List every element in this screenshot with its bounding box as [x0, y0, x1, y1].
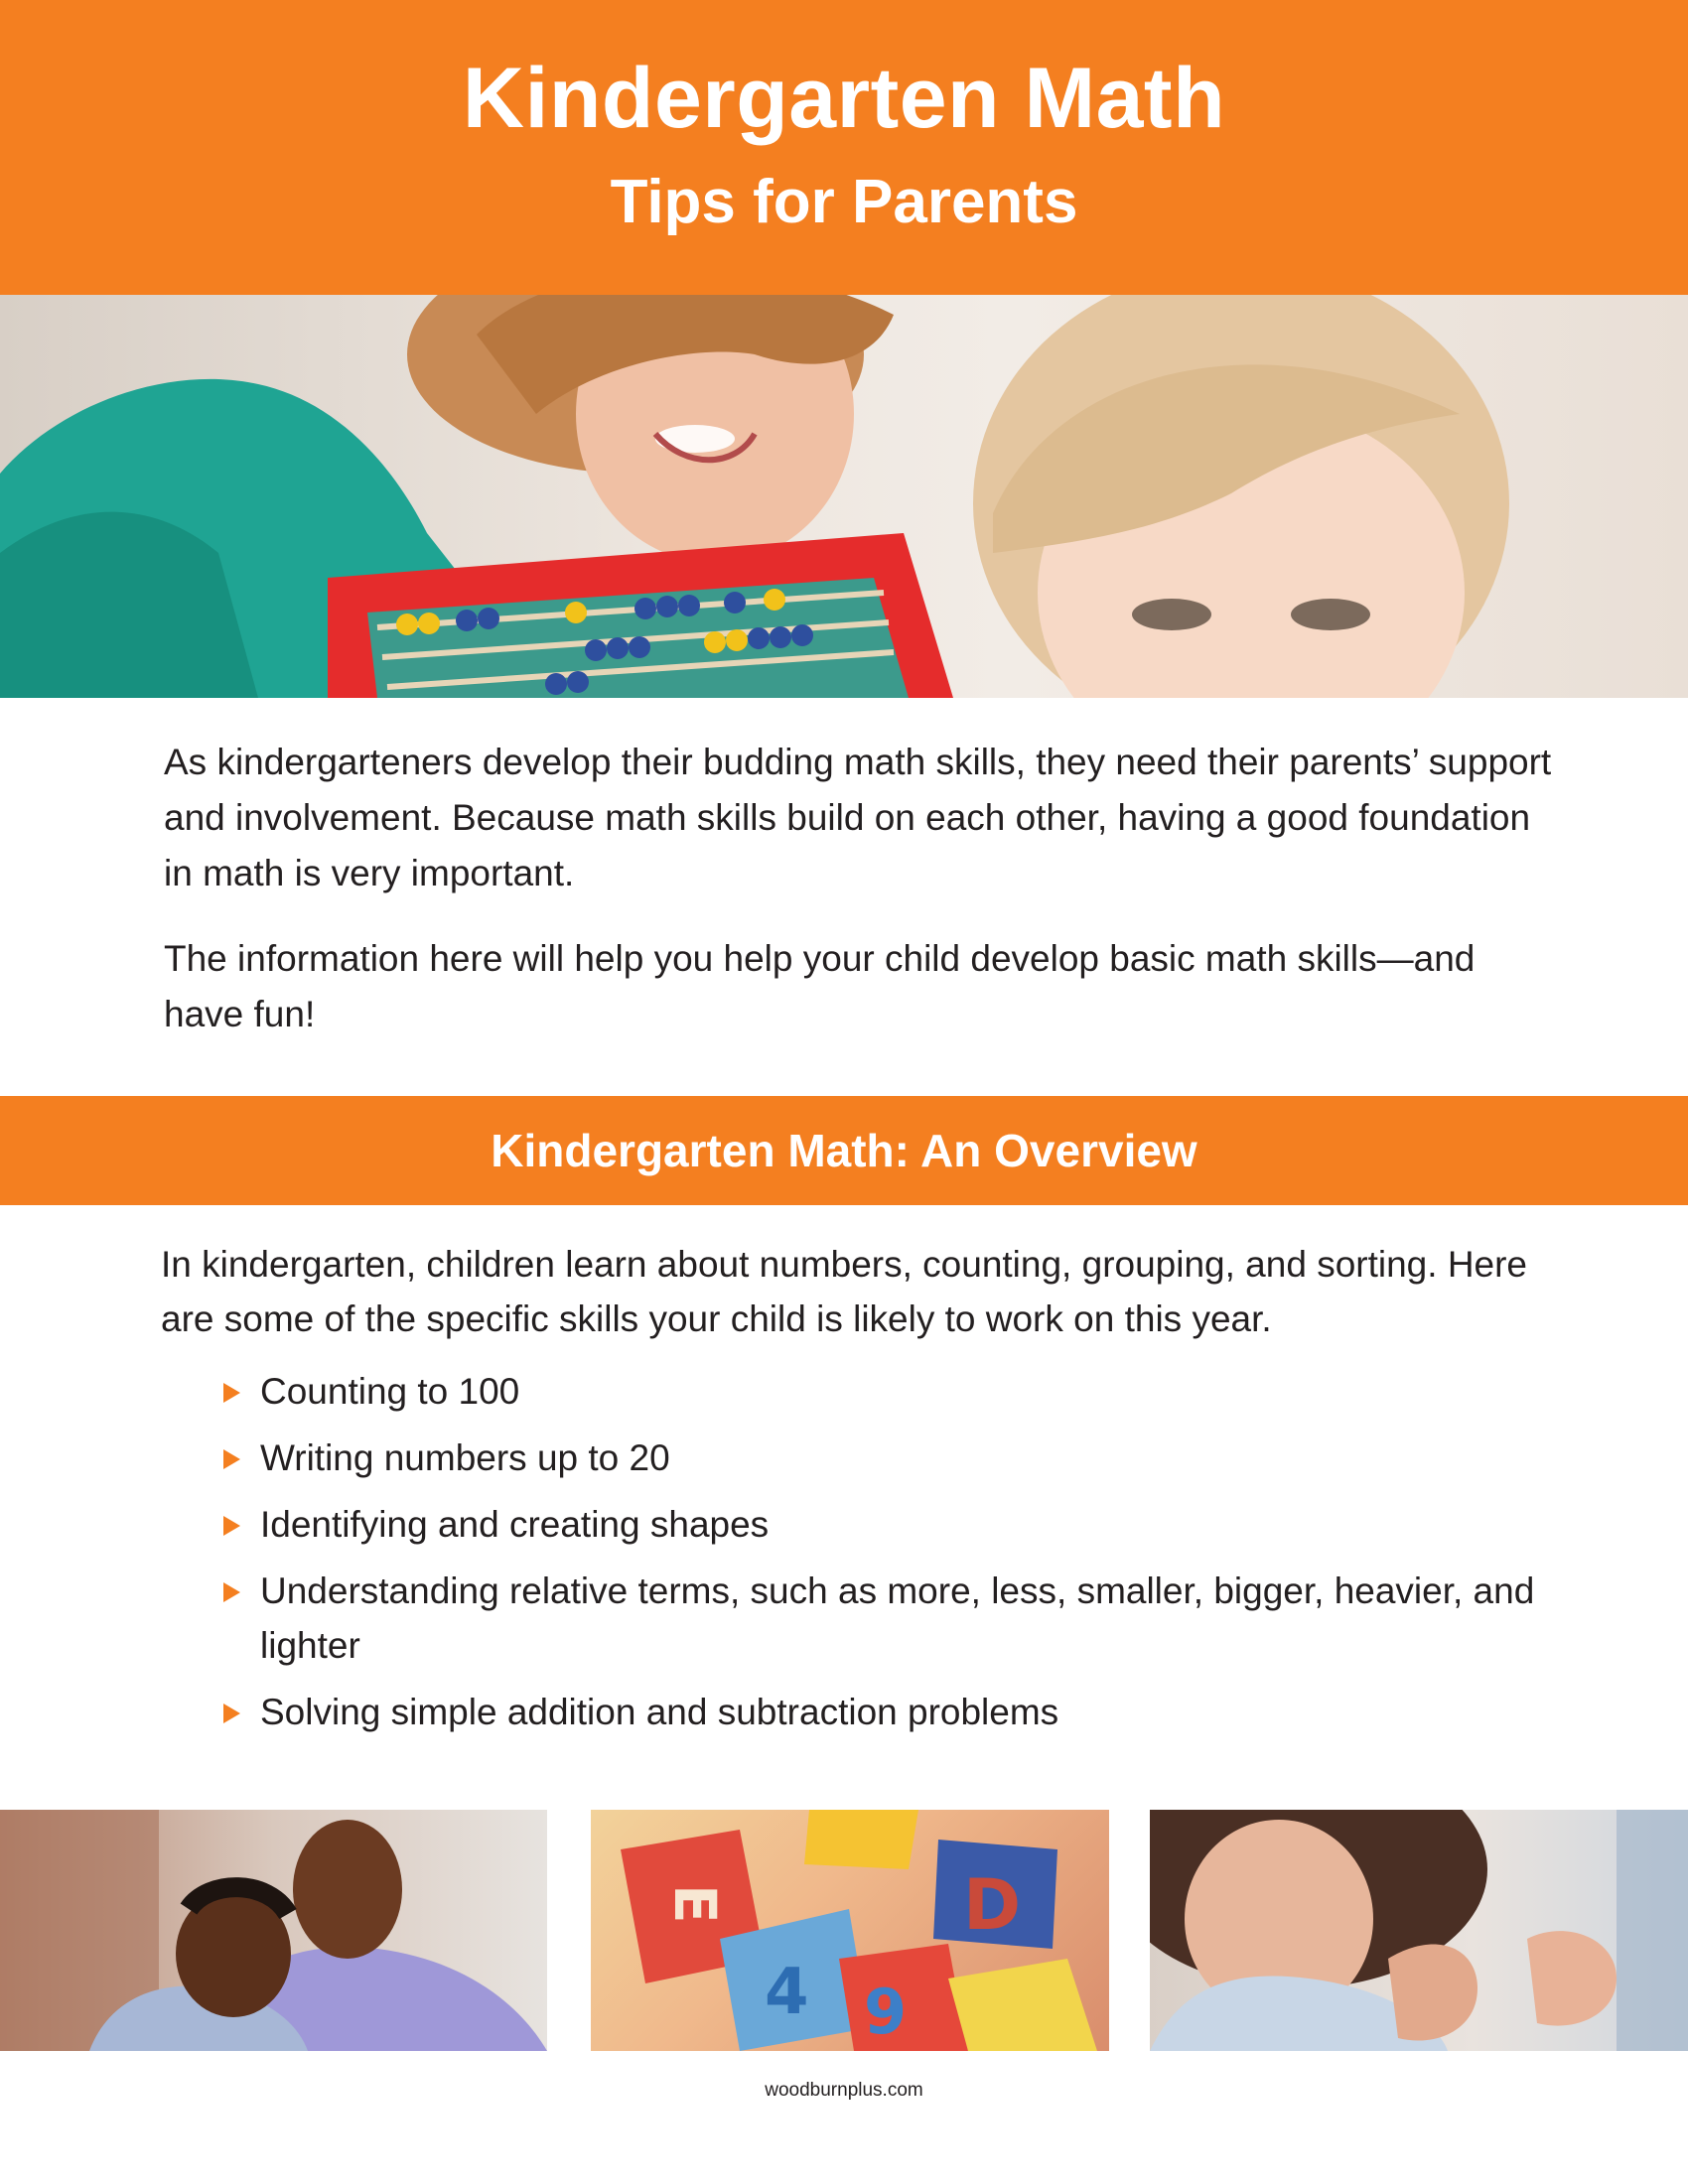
bullet-triangle-icon	[223, 1383, 240, 1403]
intro-paragraph-1: As kindergarteners develop their budding math skills, they need their parents’ support and involvement. Because math skills build on each other, having a good foundation in math is very important.	[164, 742, 1552, 893]
photo-father-son	[0, 1810, 547, 2051]
title-banner	[0, 0, 1688, 295]
list-item-text: Writing numbers up to 20	[260, 1437, 670, 1478]
photo-number-blocks-illustration	[591, 1810, 1109, 2051]
photo-girl-illustration	[1150, 1810, 1688, 2051]
photo-girl-counting-fingers	[1150, 1810, 1688, 2051]
photo-number-blocks	[591, 1810, 1109, 2051]
list-item-text: Identifying and creating shapes	[260, 1504, 770, 1545]
block-letter-d: D	[963, 1864, 1022, 1946]
page-title: Kindergarten Math	[462, 51, 1226, 146]
bullet-triangle-icon	[223, 1449, 240, 1469]
bullet-triangle-icon	[223, 1516, 240, 1536]
list-item-text: Solving simple addition and subtraction problems	[260, 1692, 1059, 1732]
hero-illustration	[0, 295, 1688, 698]
list-item	[260, 1364, 1571, 1419]
list-item-text: Counting to 100	[260, 1371, 520, 1412]
hero-image-mother-child-abacus	[0, 295, 1688, 698]
skills-list	[161, 1364, 1571, 1739]
list-item-text: Understanding relative terms, such as more, less, smaller, bigger, heavier, and lighter	[260, 1570, 1535, 1666]
bullet-triangle-icon	[223, 1582, 240, 1602]
photo-father-son-illustration	[0, 1810, 547, 2051]
intro-text	[164, 735, 1554, 1072]
intro-paragraph-2: The information here will help you help your child develop basic math skills—and have fun!	[164, 938, 1476, 1034]
overview-lead: In kindergarten, children learn about numbers, counting, grouping, and sorting. Here are some of the specific skills your child is likely to work on this year.	[161, 1244, 1528, 1339]
list-item	[260, 1685, 1571, 1739]
overview-section	[161, 1237, 1571, 1751]
block-letter-e: E	[661, 1884, 729, 1924]
page-subtitle: Tips for Parents	[610, 168, 1078, 236]
list-item	[260, 1564, 1571, 1673]
footer-url: woodburnplus.com	[765, 2080, 923, 2101]
bullet-triangle-icon	[223, 1704, 240, 1723]
list-item	[260, 1497, 1571, 1552]
block-number-4: 4	[765, 1956, 809, 2029]
block-number-9: 9	[864, 1976, 908, 2048]
section-heading-overview: Kindergarten Math: An Overview	[0, 1096, 1688, 1205]
list-item	[260, 1431, 1571, 1485]
